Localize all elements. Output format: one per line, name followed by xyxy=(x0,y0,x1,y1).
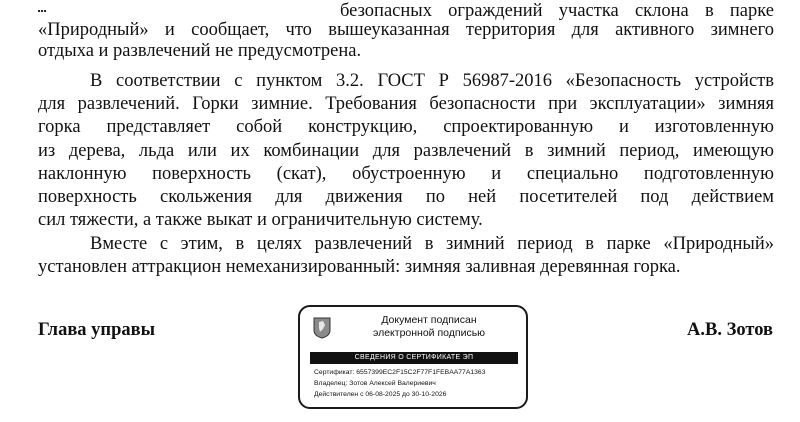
paragraph-line: наклонную поверхность (скат), обустроенную и специально подготовленную xyxy=(38,164,774,184)
stamp-title-line1: Документ подписан xyxy=(381,314,477,326)
paragraph-line: сил тяжести, а также выкат и ограничительную систему. xyxy=(38,210,483,230)
paragraph-line: В соответствии с пунктом 3.2. ГОСТ Р 56987-2016 «Безопасность устройств xyxy=(90,71,774,91)
paragraph-line: для развлечений. Горки зимние. Требования безопасности при эксплуатации» зимняя xyxy=(38,94,774,114)
paragraph-line: безопасных ограждений участка склона в парке xyxy=(340,1,774,21)
paragraph-line: отдыха и развлечений не предусмотрена. xyxy=(38,41,362,61)
paragraph-line: установлен аттракцион немеханизированный: зимняя заливная деревянная горка. xyxy=(38,257,681,277)
signatory-position: Глава управы xyxy=(38,320,156,340)
paragraph-line: Вместе с этим, в целях развлечений в зимний период в парке «Природный» xyxy=(90,234,774,254)
electronic-signature-stamp xyxy=(298,305,528,409)
paragraph-line: из дерева, льда или их комбинации для развлечений в зимний период, имеющую xyxy=(38,141,774,161)
signatory-name: А.В. Зотов xyxy=(687,320,773,340)
moscow-crest-icon xyxy=(313,317,331,339)
stamp-title-line2: электронной подписью xyxy=(372,327,486,339)
cropped-text-mark xyxy=(38,10,46,12)
stamp-validity: Действителен с 06-08-2025 до 30-10-2026 xyxy=(314,391,447,398)
paragraph-line: горка представляет собой конструкцию, спроектированную и изготовленную xyxy=(38,117,774,137)
stamp-certificate-header: СВЕДЕНИЯ О СЕРТИФИКАТЕ ЭП xyxy=(310,352,518,364)
stamp-certificate-id: Сертификат: 6557399EC2F15C2F77F1FEBAA77A1363 xyxy=(314,369,486,376)
paragraph-line: «Природный» и сообщает, что вышеуказанная территория для активного зимнего xyxy=(38,20,774,40)
paragraph-line: поверхность скольжения для движения по ней посетителей под действием xyxy=(38,187,774,207)
stamp-owner: Владелец: Зотов Алексей Валериевич xyxy=(314,380,436,387)
